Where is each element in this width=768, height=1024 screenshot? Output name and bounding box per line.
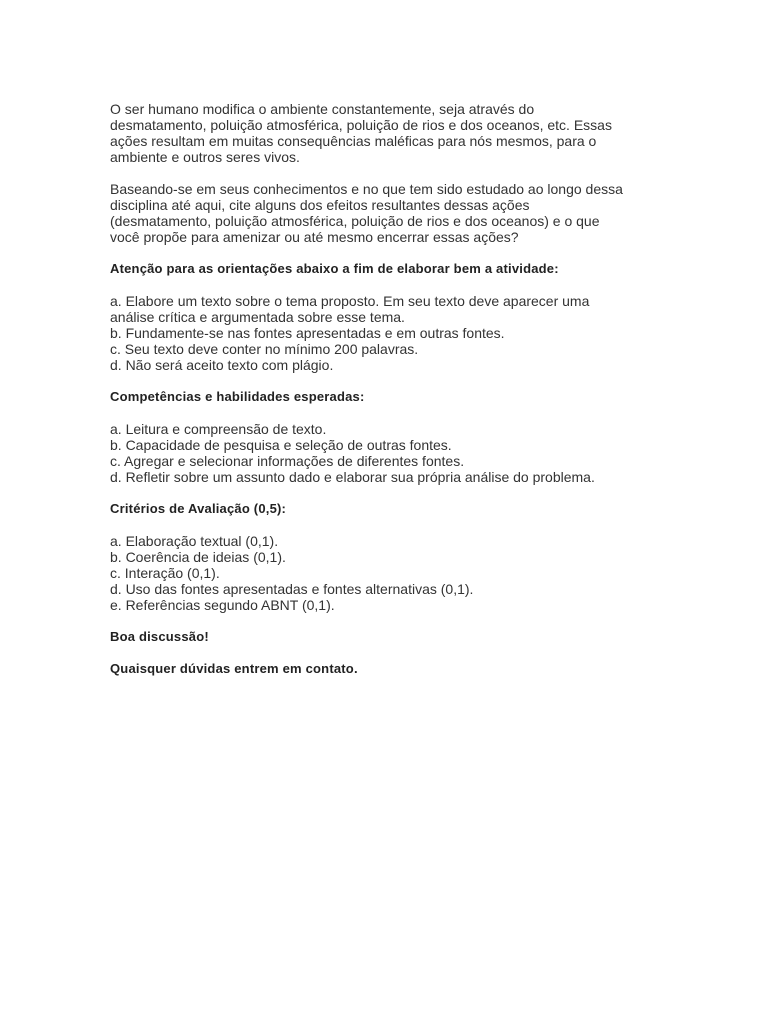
list-item: e. Referências segundo ABNT (0,1). [110,597,335,613]
competencies-list [110,421,728,485]
list-item: d. Refletir sobre um assunto dado e elaborar sua própria análise do problema. [110,469,595,485]
list-item: a. Elabore um texto sobre o tema proposto. Em seu texto deve aparecer uma [110,293,590,309]
text-line: O ser humano modifica o ambiente constantemente, seja através do [110,101,535,117]
text-line: (desmatamento, poluição atmosférica, poluição de rios e dos oceanos) e o que [110,213,600,229]
text-line: você propõe para amenizar ou até mesmo encerrar essas ações? [110,229,519,245]
text-line: Baseando-se em seus conhecimentos e no que tem sido estudado ao longo dessa [110,181,623,197]
list-item: b. Coerência de ideias (0,1). [110,549,286,565]
intro-paragraph-2 [110,181,728,245]
criteria-list [110,533,728,613]
list-item: b. Capacidade de pesquisa e seleção de outras fontes. [110,437,452,453]
list-item: a. Leitura e compreensão de texto. [110,421,327,437]
criteria-heading: Critérios de Avaliação (0,5): [110,501,287,516]
list-item: d. Uso das fontes apresentadas e fontes alternativas (0,1). [110,581,474,597]
text-line: ações resultam em muitas consequências maléficas para nós mesmos, para o [110,133,597,149]
text-line: disciplina até aqui, cite alguns dos efeitos resultantes dessas ações [110,197,530,213]
intro-paragraph-1 [110,101,728,165]
list-item: b. Fundamente-se nas fontes apresentadas e em outras fontes. [110,325,505,341]
competencies-heading: Competências e habilidades esperadas: [110,389,365,404]
list-item: d. Não será aceito texto com plágio. [110,357,334,373]
list-item: c. Seu texto deve conter no mínimo 200 palavras. [110,341,419,357]
list-item: c. Interação (0,1). [110,565,220,581]
text-line: desmatamento, poluição atmosférica, poluição de rios e dos oceanos, etc. Essas [110,117,612,133]
guidelines-list [110,293,728,373]
list-item: análise crítica e argumentada sobre esse tema. [110,309,405,325]
list-item: c. Agregar e selecionar informações de diferentes fontes. [110,453,465,469]
closing-contact: Quaisquer dúvidas entrem em contato. [110,661,358,676]
text-line: ambiente e outros seres vivos. [110,149,300,165]
guidelines-heading: Atenção para as orientações abaixo a fim de elaborar bem a atividade: [110,261,559,276]
closing-greeting: Boa discussão! [110,629,209,644]
list-item: a. Elaboração textual (0,1). [110,533,279,549]
